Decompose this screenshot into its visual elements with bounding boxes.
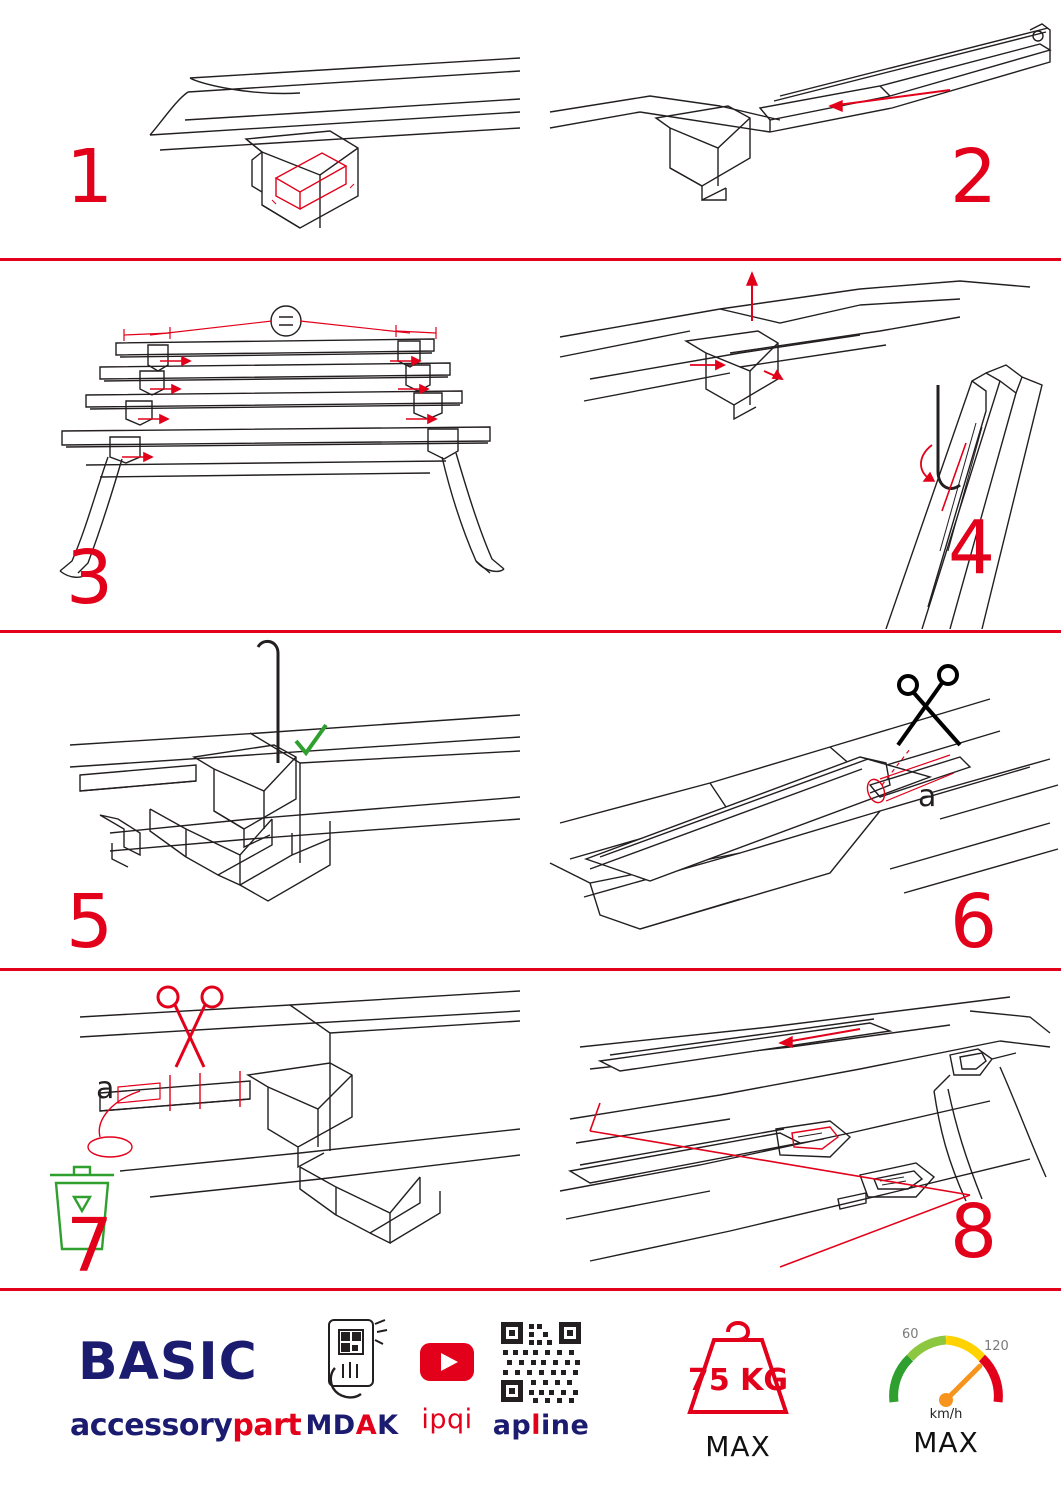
step-7-number: 7 [66, 1203, 113, 1288]
step-1-panel [0, 0, 530, 258]
step-3-panel [0, 261, 530, 629]
apline-end: ine [541, 1410, 590, 1441]
step-3-number: 3 [66, 535, 113, 621]
step-2-number: 2 [950, 134, 997, 220]
apline-main: ap [492, 1410, 532, 1441]
speed-tick-120: 120 [984, 1339, 1009, 1354]
speedometer-icon [876, 1310, 1016, 1422]
step-8-number: 8 [950, 1189, 997, 1275]
mdak-accent: A [355, 1410, 378, 1441]
brand-subtitle-accent: part [232, 1408, 302, 1443]
max-speed-label: MAX [913, 1426, 979, 1459]
brand-title: BASIC [78, 1332, 258, 1392]
mdak-main: MD [305, 1410, 356, 1441]
footer [0, 1290, 1061, 1500]
qr-hand-icon [313, 1318, 391, 1402]
speed-tick-60: 60 [902, 1327, 919, 1342]
max-load-value: 75 KG [687, 1363, 789, 1398]
step-1-number: 1 [66, 134, 113, 220]
step-6-panel [530, 633, 1061, 967]
weight-icon [670, 1312, 806, 1422]
step-4-panel [530, 261, 1061, 629]
step-6-number: 6 [950, 879, 997, 965]
step-7-callout-a: a [96, 1071, 115, 1106]
max-load-block [648, 1312, 828, 1463]
step-8-panel [530, 971, 1061, 1288]
speed-unit: km/h [929, 1407, 963, 1422]
mdak-end: K [377, 1410, 399, 1441]
step-2-panel [530, 0, 1061, 258]
step-5-number: 5 [66, 879, 113, 965]
apline-accent: l [531, 1410, 541, 1441]
qr-code-icon [499, 1320, 583, 1404]
step-4-number: 4 [948, 505, 995, 591]
max-load-label: MAX [705, 1430, 771, 1463]
brand-subtitle [70, 1408, 301, 1443]
logo-apline[interactable] [476, 1320, 606, 1441]
logo-ipqi-caption: ipqi [421, 1404, 473, 1435]
max-speed-block [856, 1310, 1036, 1459]
step-6-callout-a: a [918, 779, 937, 814]
brand-subtitle-main: accessory [70, 1408, 233, 1443]
logo-apline-caption [476, 1410, 606, 1441]
step-5-panel [0, 633, 530, 967]
step-7-panel [0, 971, 530, 1288]
youtube-icon [419, 1342, 475, 1382]
